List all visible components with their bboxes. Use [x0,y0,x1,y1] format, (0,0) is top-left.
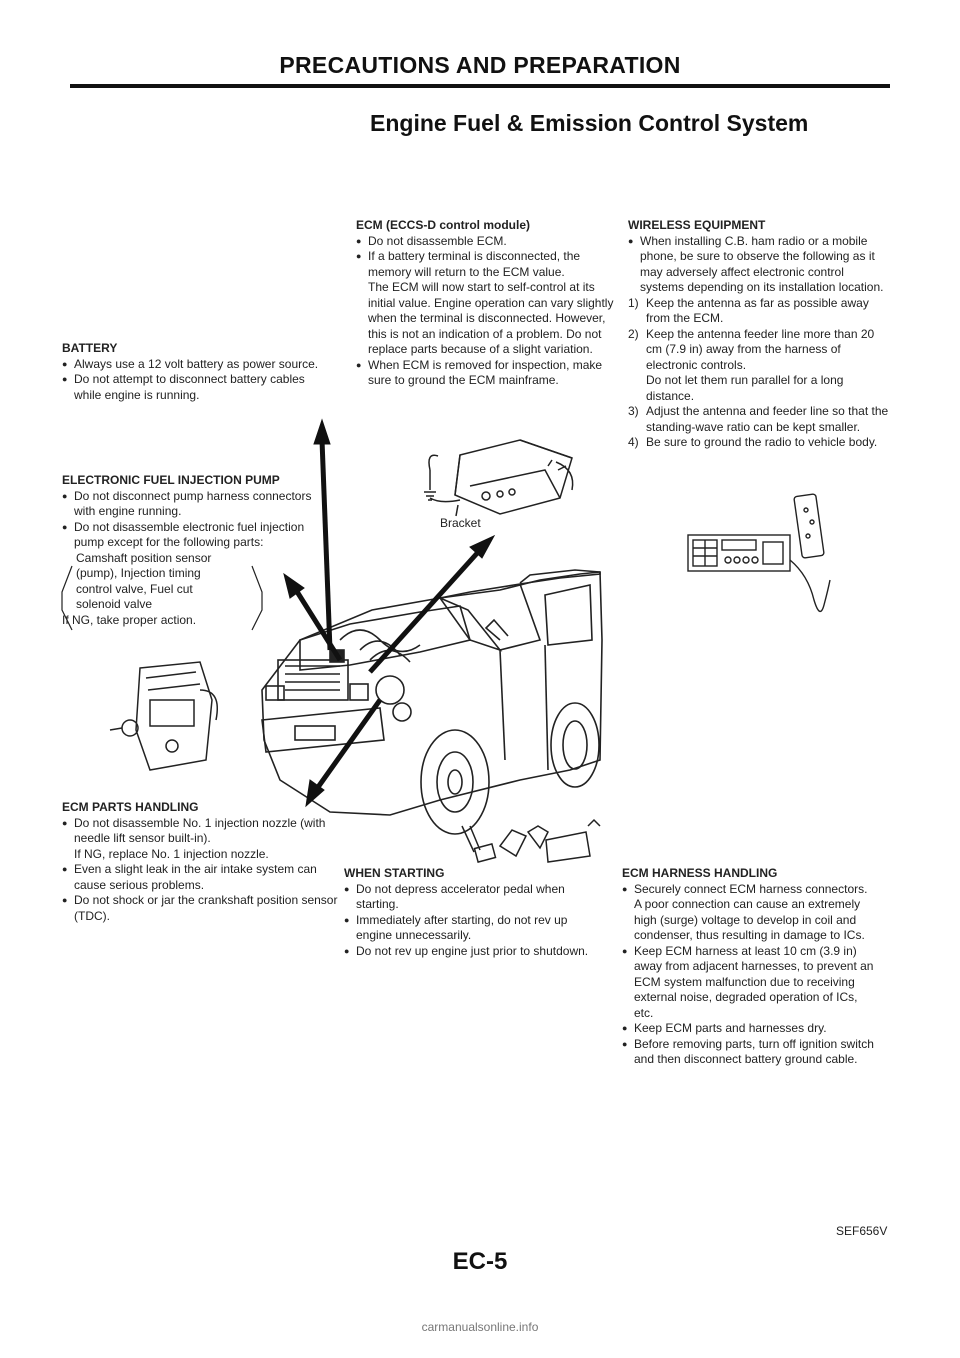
ecm-parts-bullet-2: ● Even a slight leak in the air intake system can cause serious problems. [62,862,346,893]
harness-heading: ECM HARNESS HANDLING [622,866,778,880]
wireless-heading: WIRELESS EQUIPMENT [628,218,766,232]
pump-section [62,473,324,628]
starting-bullet-1: ● Do not depress accelerator pedal when starting. [344,882,606,913]
wireless-item-4: 4) Be sure to ground the radio to vehicle body. [628,435,878,449]
starting-section [344,866,606,959]
starting-bullet-2: ● Immediately after starting, do not rev up engine unnecessarily. [344,913,606,944]
ecm-parts-bullet-3: ● Do not shock or jar the crankshaft position sensor (TDC). [62,893,346,924]
ecm-bullet-2 [356,249,622,358]
ecm-parts-section [62,800,346,924]
ecm-parts-bullet-1: ● Do not disassemble No. 1 injection nozzle (with needle lift sensor built-in). If NG, replace No. 1 injection nozzle. [62,816,346,863]
wireless-bullet: ● When installing C.B. ham radio or a mobile phone, be sure to observe the following as it may adversely affect electronic control systems depending on its installation location. [628,234,890,296]
battery-heading: BATTERY [62,341,118,355]
starting-heading: WHEN STARTING [344,866,445,880]
radio-drawing [688,494,830,612]
wireless-item-2: 2) Keep the antenna feeder line more than 20 cm (7.9 in) away from the harness of electronic controls. Do not let them run parallel for a long distance. [628,326,875,403]
pump-parts-list: Camshaft position sensor (pump), Injection timing control valve, Fuel cut solenoid valve [76,550,212,611]
pump-heading: ELECTRONIC FUEL INJECTION PUMP [62,473,280,487]
injection-pump-drawing [110,662,217,770]
battery-bullet-2: ● Do not attempt to disconnect battery cables while engine is running. [62,372,324,403]
harness-bullet-3: ● Keep ECM parts and harnesses dry. [622,1021,878,1037]
page-title: Engine Fuel & Emission Control System [370,110,809,136]
harness-bullet-2: ● Keep ECM harness at least 10 cm (3.9 in) away from adjacent harnesses, to prevent an ECM system malfunction due to receiving external noise, degraded operation of ICs, etc. [622,944,878,1022]
page-number: EC-5 [452,1248,508,1275]
pump-bullet-1: ● Do not disconnect pump harness connectors with engine running. [62,489,324,520]
ecm-parts-heading: ECM PARTS HANDLING [62,800,199,814]
ecm-bullet-2-cont: The ECM will now start to self-control at its initial value. Engine operation can vary slightly when the terminal is disconnected. However, this is not an indication of a problem. Do not replace parts because of a slight variation. [368,280,614,356]
pump-bullet-2: ● Do not disassemble electronic fuel injection pump except for the following parts: [62,520,324,551]
site-footer: carmanualsonline.info [421,1320,539,1334]
ecm-heading: ECM (ECCS-D control module) [356,218,530,232]
ecm-bullet-2-text: If a battery terminal is disconnected, the memory will return to the ECM value. [368,249,581,279]
battery-bullet-1: ● Always use a 12 volt battery as power source. [62,357,324,373]
ecm-section [356,218,622,389]
battery-section [62,341,324,403]
wireless-item-1: 1) Keep the antenna as far as possible away from the ECM. [628,295,869,325]
pump-ng-note: If NG, take proper action. [62,612,197,627]
harness-bullet-1: ● Securely connect ECM harness connectors. A poor connection can cause an extremely high (surge) voltage to develop in coil and condenser, thus resulting in damage to ICs. [622,882,878,944]
bracket-label: Bracket [440,516,481,530]
harness-bullet-4: ● Before removing parts, turn off ignition switch and then disconnect battery ground cable. [622,1037,878,1068]
ecm-unit-drawing [424,440,573,516]
ecm-bullet-3: ● When ECM is removed for inspection, make sure to ground the ECM mainframe. [356,358,622,389]
figure-code: SEF656V [836,1224,888,1238]
starting-bullet-3: ● Do not rev up engine just prior to shutdown. [344,944,606,960]
wireless-item-3: 3) Adjust the antenna and feeder line so that the standing-wave ratio can be kept smaller. [628,404,889,434]
pedal-drawing [462,820,600,862]
running-header: PRECAUTIONS AND PREPARATION [279,52,681,78]
harness-section [622,866,878,1068]
wireless-section [628,218,890,451]
ecm-bullet-1: ● Do not disassemble ECM. [356,234,622,250]
